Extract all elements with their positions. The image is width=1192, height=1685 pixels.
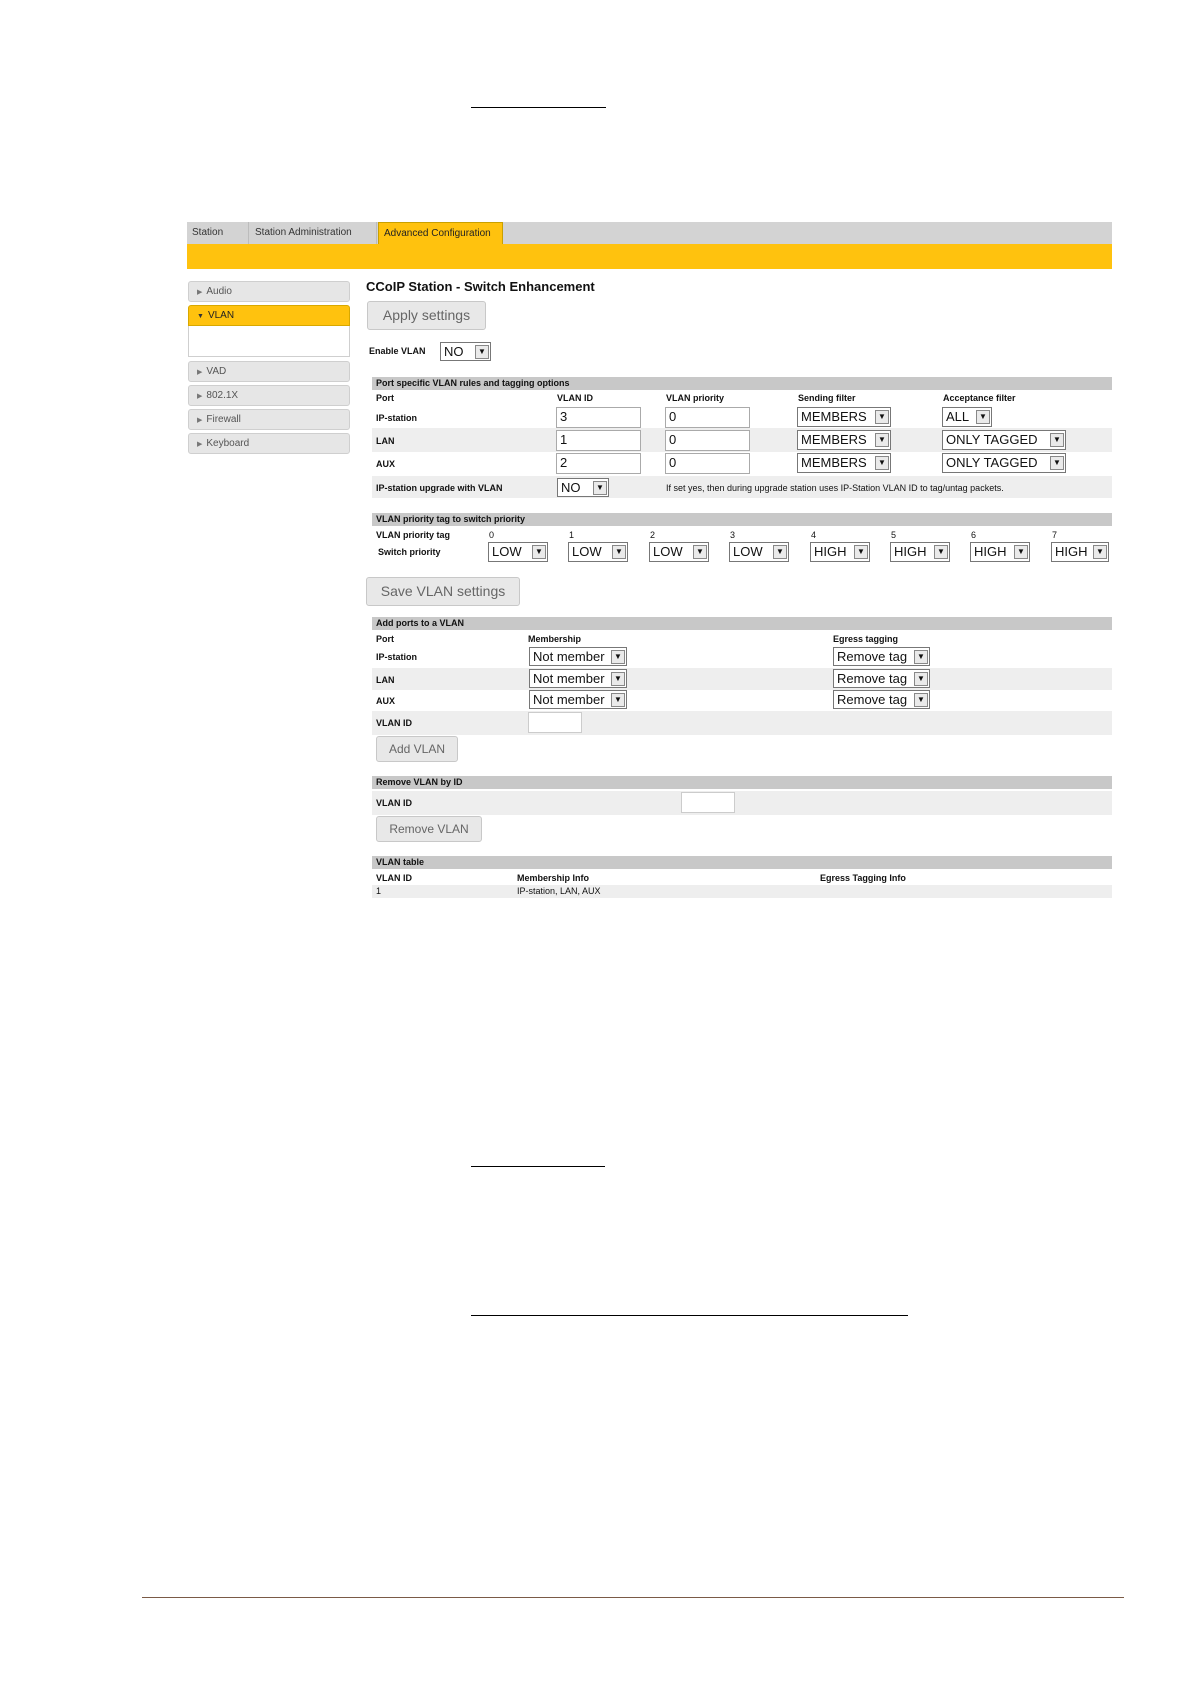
chevron-down-icon: ▼ [914,650,928,664]
priority-tag-0: 0 [489,530,495,540]
priority-tag-4: 4 [811,530,817,540]
egress-value: Remove tag [837,649,908,664]
vlan-priority-input-lan[interactable]: 0 [665,430,750,451]
remove-vlan-id-label: VLAN ID [376,798,412,808]
sidebar-item-firewall[interactable] [188,409,350,430]
switch-priority-select-5[interactable] [890,542,950,562]
column-header-port: Port [376,393,394,403]
column-header-port: Port [376,634,394,644]
switch-priority-label: Switch priority [378,547,441,557]
switch-priority-select-2[interactable] [649,542,709,562]
sidebar-item-audio[interactable] [188,281,350,302]
port-name-aux: AUX [376,459,396,469]
upgrade-with-vlan-label: IP-station upgrade with VLAN [376,483,503,493]
egress-value: Remove tag [837,692,908,707]
vlan-id-input-ip-station[interactable]: 3 [556,407,641,428]
priority-tag-3: 3 [730,530,736,540]
priority-tag-1: 1 [569,530,575,540]
sidebar-item-label: Keyboard [206,438,250,449]
sending-filter-select-lan[interactable] [797,430,891,450]
vlan-table-cell-id: 1 [376,886,382,896]
acceptance-filter-value: ONLY TAGGED [946,432,1038,447]
tab-bar [187,222,1112,244]
acceptance-filter-value: ONLY TAGGED [946,455,1038,470]
apply-settings-button[interactable]: Apply settings [367,301,486,330]
acceptance-filter-select-ip-station[interactable] [942,407,992,427]
membership-select-aux[interactable] [529,690,627,709]
remove-vlan-button[interactable]: Remove VLAN [376,816,482,842]
chevron-down-icon: ▼ [1050,456,1064,470]
switch-priority-value: HIGH [814,544,847,559]
chevron-right-icon: ▶ [197,417,203,424]
upgrade-note: If set yes, then during upgrade station uses IP-Station VLAN ID to tag/untag packets. [666,483,1004,493]
chevron-down-icon: ▼ [914,693,928,707]
chevron-down-icon: ▼ [475,345,489,359]
egress-select-lan[interactable] [833,669,930,688]
chevron-down-icon: ▼ [875,456,889,470]
sidebar-item-label: VAD [206,366,227,377]
chevron-down-icon: ▼ [611,672,625,686]
switch-priority-select-0[interactable] [488,542,548,562]
membership-value: Not member [533,692,605,707]
chevron-right-icon: ▶ [197,369,203,376]
vlan-id-input-lan[interactable]: 1 [556,430,641,451]
sidebar-item-keyboard[interactable] [188,433,350,454]
chevron-down-icon: ▼ [1050,433,1064,447]
enable-vlan-value: NO [444,344,464,359]
switch-priority-value: HIGH [894,544,927,559]
port-name-lan: LAN [376,436,395,446]
page-title: CCoIP Station - Switch Enhancement [366,279,595,294]
chevron-right-icon: ▶ [197,441,203,448]
port-name-ip-station: IP-station [376,652,418,662]
table-row [372,791,1112,815]
column-header-vlan-id: VLAN ID [557,393,593,403]
sending-filter-select-aux[interactable] [797,453,891,473]
membership-value: Not member [533,671,605,686]
switch-priority-select-7[interactable] [1051,542,1109,562]
priority-tag-2: 2 [650,530,656,540]
footer-rule [142,1597,1124,1598]
document-underline-2 [471,1166,605,1167]
membership-select-lan[interactable] [529,669,627,688]
column-header-egress-tagging: Egress tagging [833,634,899,644]
remove-vlan-id-input[interactable] [681,792,735,813]
sending-filter-value: MEMBERS [801,455,867,470]
enable-vlan-label: Enable VLAN [369,346,426,356]
table-row [372,668,1112,690]
priority-map-header: VLAN priority tag to switch priority [372,513,1112,526]
chevron-right-icon: ▶ [197,393,203,400]
add-ports-header: Add ports to a VLAN [372,617,1112,630]
chevron-down-icon: ▼ [611,650,625,664]
chevron-down-icon: ▼ [875,410,889,424]
acceptance-filter-select-lan[interactable] [942,430,1066,450]
document-underline-3 [471,1315,908,1316]
priority-tag-5: 5 [891,530,897,540]
chevron-right-icon: ▶ [197,289,203,296]
port-name-aux: AUX [376,696,396,706]
switch-priority-value: LOW [572,544,602,559]
column-header-vlan-priority: VLAN priority [666,393,725,403]
sidebar-item-label: Firewall [206,414,241,425]
vlan-table-cell-membership: IP-station, LAN, AUX [517,886,601,896]
chevron-down-icon: ▼ [611,693,625,707]
vlan-priority-input-aux[interactable]: 0 [665,453,750,474]
chevron-down-icon: ▼ [914,672,928,686]
switch-priority-value: HIGH [1055,544,1088,559]
chevron-down-icon: ▼ [693,545,707,559]
add-vlan-id-label: VLAN ID [376,718,412,728]
chevron-down-icon: ▼ [934,545,948,559]
sending-filter-value: MEMBERS [801,409,867,424]
chevron-down-icon: ▼ [1093,545,1107,559]
sidebar-item-label: VLAN [207,310,235,321]
egress-value: Remove tag [837,671,908,686]
port-name-ip-station: IP-station [376,413,418,423]
switch-priority-value: LOW [733,544,763,559]
column-header-membership-info: Membership Info [517,873,590,883]
tab-station-main[interactable]: Station [187,222,249,244]
chevron-down-icon: ▼ [612,545,626,559]
chevron-down-icon: ▼ [875,433,889,447]
port-name-lan: LAN [376,675,395,685]
vlan-priority-input-ip-station[interactable]: 0 [665,407,750,428]
remove-vlan-header: Remove VLAN by ID [372,776,1112,789]
sidebar-item-vad[interactable] [188,361,350,382]
enable-vlan-select[interactable] [440,342,491,361]
membership-value: Not member [533,649,605,664]
document-underline-1 [471,107,606,108]
port-rules-header: Port specific VLAN rules and tagging options [372,377,1112,390]
membership-select-ip-station[interactable] [529,647,627,666]
switch-priority-value: HIGH [974,544,1007,559]
switch-priority-value: LOW [492,544,522,559]
add-vlan-id-input[interactable] [528,712,582,733]
sending-filter-value: MEMBERS [801,432,867,447]
table-row [372,711,1112,735]
add-vlan-button[interactable]: Add VLAN [376,736,458,762]
chevron-down-icon: ▼ [532,545,546,559]
sidebar-item-label: 802.1X [206,390,239,401]
column-header-sending-filter: Sending filter [798,393,856,403]
vlan-id-input-aux[interactable]: 2 [556,453,641,474]
sidebar-item-vlan[interactable] [188,305,350,326]
chevron-down-icon: ▼ [773,545,787,559]
priority-tag-7: 7 [1052,530,1058,540]
column-header-membership: Membership [528,634,582,644]
save-vlan-settings-button[interactable]: Save VLAN settings [366,577,520,606]
tab-station-administration[interactable]: Station Administration [250,222,377,244]
chevron-down-icon: ▼ [854,545,868,559]
header-band [187,244,1112,269]
sidebar-item-label: Audio [206,286,232,297]
acceptance-filter-select-aux[interactable] [942,453,1066,473]
chevron-down-icon: ▼ [593,481,607,495]
sidebar-submenu-vlan [188,326,350,357]
switch-priority-select-6[interactable] [970,542,1030,562]
sending-filter-select-ip-station[interactable] [797,407,891,427]
switch-priority-select-4[interactable] [810,542,870,562]
acceptance-filter-value: ALL [946,409,970,424]
column-header-egress-tagging-info: Egress Tagging Info [820,873,906,883]
egress-select-ip-station[interactable] [833,647,930,666]
egress-select-aux[interactable] [833,690,930,709]
switch-priority-select-3[interactable] [729,542,789,562]
sidebar-item-8021x[interactable] [188,385,350,406]
chevron-down-icon: ▼ [1014,545,1028,559]
tab-advanced-configuration[interactable]: Advanced Configuration [378,222,503,244]
priority-tag-6: 6 [971,530,977,540]
column-header-acceptance-filter: Acceptance filter [943,393,1016,403]
chevron-down-icon: ▼ [976,410,990,424]
switch-priority-select-1[interactable] [568,542,628,562]
table-row [372,885,1112,898]
chevron-down-icon: ▼ [197,313,204,320]
column-header-vlan-id: VLAN ID [376,873,412,883]
upgrade-with-vlan-select[interactable] [557,478,609,497]
vlan-table-header: VLAN table [372,856,1112,869]
switch-priority-value: LOW [653,544,683,559]
upgrade-with-vlan-value: NO [561,480,581,495]
priority-tag-label: VLAN priority tag [376,530,451,540]
